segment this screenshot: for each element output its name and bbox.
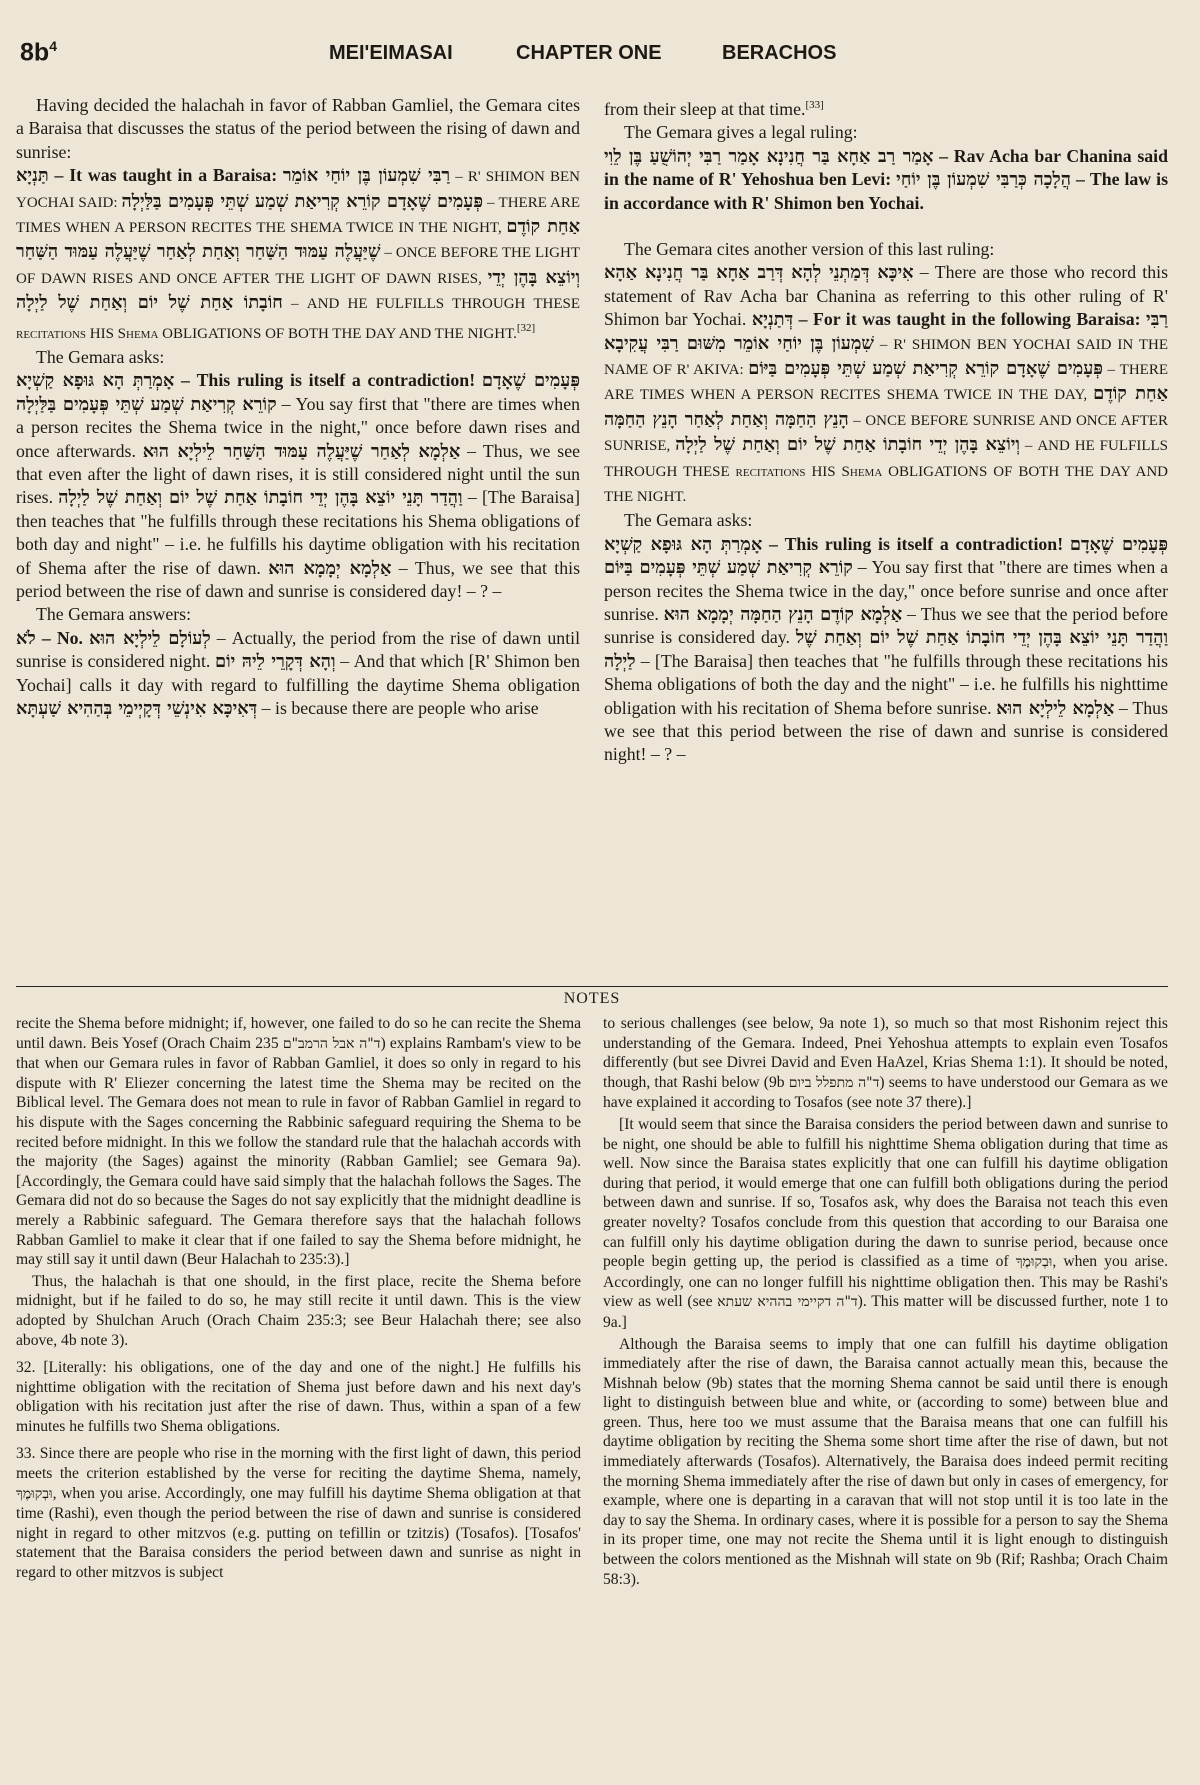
paragraph: אָמְרַתְּ הָא גּוּפָא קַשְׁיָא – This ruling is itself a contradiction! פְּעָמִים שֶׁאָדָם קוֹרֵא קְרִיאַת שְׁמַע שְׁתֵּי פְּעָמִים בַּיּוֹם – You say first that "there are times when a person recites the Shema twice in the day," once before sunrise and once after sunrise. אַלְמָא קוֹדֶם הָנֵץ הַחַמָּה יְמָמָא הוּא – Thus we see that the period before sunrise is considered day. וַהֲדַר תָּנֵי יוֹצֵא בָּהֶן יְדֵי חוֹבָתוֹ אַחַת שֶׁל יוֹם וְאַחַת שֶׁל לַיְלָה – [The Baraisa] then teaches that "he fulfills through these recitations his Shema obligations of both the day and the night" – i.e. he fulfills his nighttime obligation with his recitation of Shema before sunrise. אַלְמָא לֵילְיָא הוּא – Thus we see that this period between the rise of dawn and sunrise is considered night! – ? –: [604, 533, 1169, 765]
note-33: 33. Since there are people who rise in the morning with the first light of dawn, this period meets the criterion established by the verse for reciting the daytime Shema, namely, וּבְקוּמֶךָ, when you arise. Accordingly, one may fulfill his daytime Shema obligation at that time (Rashi), even though the period between the rise of dawn and sunrise is considered night in regard to other mitzvos (e.g. putting on tefillin or tzitzis) (Tosafos). [Tosafos' statement that the Baraisa considers the period between dawn and sunrise as night in regard to other mitzvos is subject: [16, 1445, 581, 1582]
footnote-ref[interactable]: [32]: [516, 321, 536, 334]
note-32: 32. [Literally: his obligations, one of the day and one of the night.] He fulfills his nighttime obligation with the recitation of Shema just before dawn and his next day's obligation with his recitation just after the rise of dawn. Thus, within a span of a few minutes he fulfills two Shema obligations.: [16, 1359, 581, 1435]
paragraph: The Gemara gives a legal ruling:: [624, 122, 858, 143]
page-number: $8b^4$: [20, 38, 57, 67]
header-tractate-chapter-name: MEI'EIMASAI: [329, 42, 453, 64]
paragraph: The Gemara asks:: [624, 510, 753, 531]
page-number-superscript: 4: [49, 38, 57, 54]
notes-right-column: [603, 1014, 1168, 1591]
page: [16, 30, 1168, 1775]
paragraph: אָמְרַתְּ הָא גּוּפָא קַשְׁיָא – This ruling is itself a contradiction! פְּעָמִים שֶׁאָדָם קוֹרֵא קְרִיאַת שְׁמַע שְׁתֵּי פְּעָמִים בַּלַּיְלָה – You say first that "there are times when a person recites the Shema twice in the night," once before dawn rises and once afterwards. אַלְמָא לְאַחַר שֶׁיַּעֲלֶה עַמּוּד הַשַּׁחַר לֵילְיָא הוּא – Thus, we see that even after the light of dawn rises, it is still considered night until the sun rises. וַהֲדַר תָּנֵי יוֹצֵא בָּהֶן יְדֵי חוֹבָתוֹ אַחַת שֶׁל יוֹם וְאַחַת שֶׁל לַיְלָה – [The Baraisa] then teaches that "he fulfills through these recitations his Shema obligations of both day and night" – i.e. he fulfills his daytime obligation with his recitation of Shema after the rise of dawn. אַלְמָא יְמָמָא הוּא – Thus, we see that this period between the rise of dawn and sunrise is considered day! – ? –: [16, 370, 581, 602]
paragraph: לֹא – No. לְעוֹלָם לֵילְיָא הוּא – Actually, the period from the rise of dawn until sunrise is considered night. וְהָא דְּקָרֵי לֵיהּ יוֹם – And that which [R' Shimon ben Yochai] calls it day with regard to fulfilling the daytime Shema obligation דְּאִיכָּא אִינְשֵׁי דְּקָיְימֵי בְּהַהִיא שַׁעְתָּא – is because there are people who arise: [16, 627, 581, 720]
paragraph: from their sleep at that time.[33]: [604, 98, 824, 119]
footnote-ref[interactable]: [33]: [805, 99, 824, 111]
paragraph: Having decided the halachah in favor of Rabban Gamliel, the Gemara cites a Baraisa that discusses the status of the period between the rising of dawn and sunrise:: [16, 95, 580, 162]
spacer: [604, 215, 1168, 238]
header-chapter: CHAPTER ONE: [516, 42, 662, 64]
paragraph: The Gemara answers:: [36, 604, 192, 625]
paragraph: The Gemara asks:: [36, 346, 165, 367]
notes-section: [16, 1014, 1168, 1591]
note-paragraph: Thus, the halachah is that one should, in the first place, recite the Shema before midnight, but if he failed to do so, he may still recite it until dawn. This is the view adopted by Shulchan Aruch (Orach Chaim 235:3; see Beur Halachah there; see also above, 4b note 3).: [16, 1272, 581, 1349]
running-header: [16, 30, 1168, 80]
note-paragraph: Although the Baraisa seems to imply that one can fulfill his daytime obligation immediately after the rise of dawn, the Baraisa cannot actually mean this, because the Mishnah below (9b) states that the morning Shema cannot be said until there is enough light to distinguish between blue and white, or (according to some) between blue and green. Thus, here too we must assume that the Baraisa means that one can fulfill his daytime obligation by reciting the Shema some short time after the rise of dawn, but not immediately afterwards (Tosafos). Alternatively, the Baraisa does indeed permit reciting the morning Shema immediately after the rise of dawn but only in cases of emergency, for example, where one is departing in a caravan that will not stop until it is too late in the day to say the Shema. In ordinary cases, where it is possible for a person to say the Shema in its proper time, one may not recite the Shema until it is light enough to distinguish between the colors mentioned as the Mishnah will state on 9b (Rif; Rashba; Orach Chaim 58:3).: [603, 1335, 1168, 1588]
note-paragraph: [It would seem that since the Baraisa considers the period between dawn and sunrise to be night, one should be able to fulfill his nighttime Shema obligation during that time as well. Now since the Baraisa states explicitly that one can fulfill his daytime obligation during that period, it would emerge that one can fulfill both obligations during the period between dawn and sunrise. If so, Tosafos ask, why does the Baraisa not teach this even greater novelty? Tosafos conclude from this question that according to our Baraisa one can fulfill only his daytime obligation during the dawn to sunrise period, because once people begin getting up, the period is classified as a time of וּבְקוּמֶךָ, when you arise. Accordingly, one can no longer fulfill his nighttime obligation then. This may be Rashi's view as well (see ד"ה דקיימי בההיא שעתא). This matter will be discussed further, note 1 to 9a.]: [603, 1115, 1168, 1331]
paragraph: תַּנְיָא – It was taught in a Baraisa: רַבִּי שִׁמְעוֹן בֶּן יוֹחַי אוֹמֵר – R' SHIMON BEN YOCHAI SAID: פְּעָמִים שֶׁאָדָם קוֹרֵא קְרִיאַת שְׁמַע שְׁתֵּי פְּעָמִים בַּלַּיְלָה – THERE ARE TIMES WHEN A PERSON RECITES THE SHEMA TWICE IN THE NIGHT, אַחַת קוֹדֶם שֶׁיַּעֲלֶה עַמּוּד הַשַּׁחַר וְאַחַת לְאַחַר שֶׁיַּעֲלֶה עַמּוּד הַשַּׁחַר – ONCE BEFORE THE LIGHT OF DAWN RISES AND ONCE AFTER THE LIGHT OF DAWN RISES, וְיוֹצֵא בָּהֶן יְדֵי חוֹבָתוֹ אַחַת שֶׁל יוֹם וְאַחַת שֶׁל לַיְלָה – AND HE FULFILLS THROUGH THESE recitations HIS Shema OBLIGATIONS OF BOTH THE DAY AND THE NIGHT.[32]: [16, 165, 581, 342]
notes-divider: [16, 986, 1168, 987]
notes-left-column: [16, 1014, 581, 1591]
note-paragraph: to serious challenges (see below, 9a note 1), so much so that most Rishonim reject this understanding of the Gemara. Indeed, Pnei Yehoshua attempts to explain even Tosafos differently (but see Divrei David and Even HaAzel, Krias Shema 1:1). It should be noted, though, that Rashi below (9b ד"ה מתפלל ביום) seems to have understood our Gemara as we have explained it according to Tosafos (see note 37 there).]: [603, 1015, 1168, 1112]
paragraph: אִיכָּא דְּמַתְנֵי לְהָא דְּרַב אַחָא בַּר חֲנִינָא אַהָא – There are those who record this statement of Rav Acha bar Chanina as referring to this other ruling of R' Shimon bar Yochai. דְּתַנְיָא – For it was taught in the following Baraisa: רַבִּי שִׁמְעוֹן בֶּן יוֹחַי אוֹמֵר מִשּׁוּם רַבִּי עֲקִיבָא – R' SHIMON BEN YOCHAI SAID IN THE NAME OF R' AKIVA: פְּעָמִים שֶׁאָדָם קוֹרֵא קְרִיאַת שְׁמַע שְׁתֵּי פְּעָמִים בַּיּוֹם – THERE ARE TIMES WHEN A PERSON RECITES SHEMA TWICE IN THE DAY, אַחַת קוֹדֶם הָנֵץ הַחַמָּה וְאַחַת לְאַחַר הָנֵץ הַחַמָּה – ONCE BEFORE SUNRISE AND ONCE AFTER SUNRISE, וְיוֹצֵא בָּהֶן יְדֵי חוֹבָתוֹ אַחַת שֶׁל יוֹם וְאַחַת שֶׁל לַיְלָה – AND HE FULFILLS THROUGH THESE recitations HIS Shema OBLIGATIONS OF BOTH THE DAY AND THE NIGHT.: [604, 262, 1168, 506]
paragraph: אָמַר רַב אַחָא בַּר חֲנִינָא אָמַר רַבִּי יְהוֹשֻׁעַ בֶּן לֵוִי – Rav Acha bar Chanina said in the name of R' Yehoshua ben Levi: הֲלָכָה כְּרַבִּי שִׁמְעוֹן בֶּן יוֹחַי – The law is in accordance with R' Shimon ben Yochai.: [604, 145, 1168, 213]
paragraph: The Gemara cites another version of this last ruling:: [624, 238, 995, 259]
header-tractate: BERACHOS: [722, 42, 837, 64]
main-text: [16, 94, 1168, 767]
left-column: [16, 94, 580, 767]
right-column: [604, 94, 1168, 767]
notes-heading: NOTES: [563, 990, 621, 1007]
note-paragraph: recite the Shema before midnight; if, however, one failed to do so he can recite the Shema until dawn. Beis Yosef (Orach Chaim 235 ד"ה אבל הרמב"ם) explains Rambam's view to be that when our Gemara rules in favor of Rabban Gamliel, it does so only in regard to his dispute with R' Eliezer concerning the latest time the Shema may be recited on the Biblical level. The Gemara does not mean to rule in favor of Rabban Gamliel in regard to his dispute with the Sages concerning the Rabbinic safeguard requiring the Shema to be recited before midnight. In this we follow the standard rule that the halachah accords with the majority (the Sages) against the minority (Rabban Gamliel; see Gemara 9a). [Accordingly, the Gemara could have said simply that the halachah follows the Sages. The Gemara did not do so because the Sages do not say explicitly that the midnight deadline is merely a Rabbinic safeguard. The Gemara therefore says that the halachah follows Rabban Gamliel to make it clear that if one failed to say the Shema before midnight, he may still say it until dawn (Beur Halachah to 235:3).]: [16, 1015, 581, 1269]
